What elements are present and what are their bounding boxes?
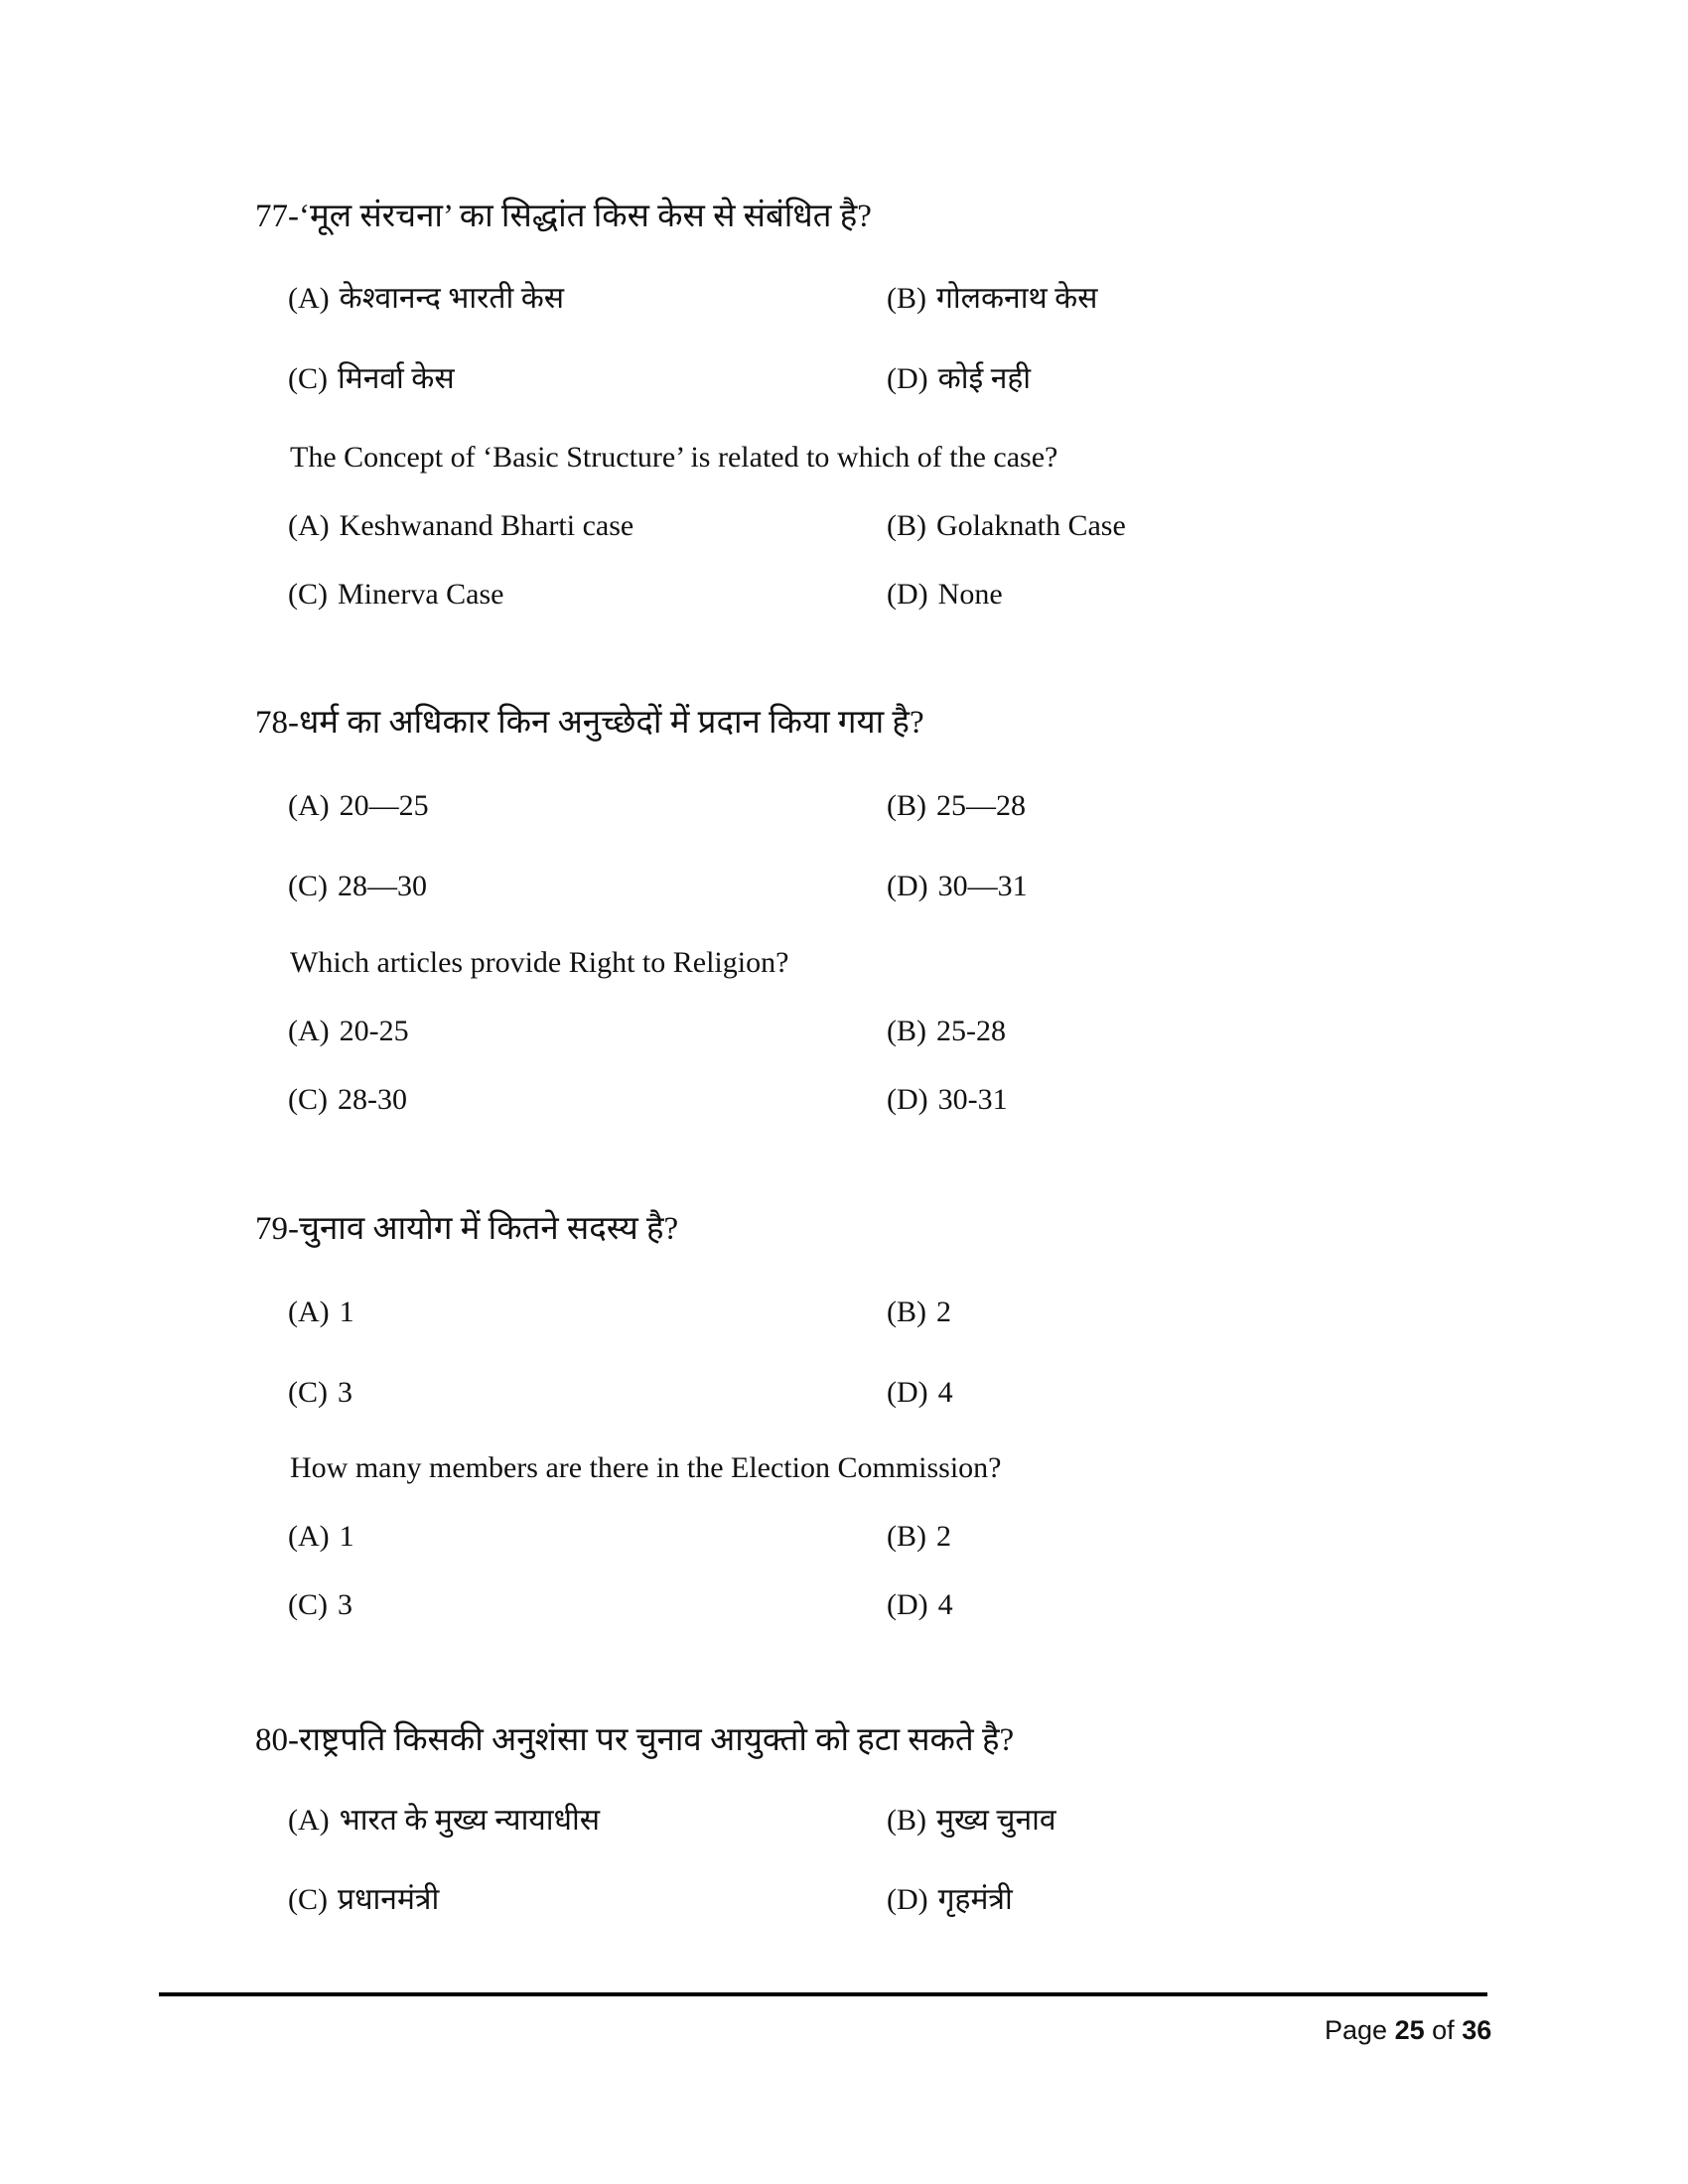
question-number: 78- [255, 705, 299, 741]
option-label: (B) [887, 1015, 926, 1047]
page-of: of [1432, 2015, 1455, 2045]
question-text: ‘मूल संरचना’ का सिद्धांत किस केस से संबंधित है? [299, 199, 872, 234]
q78-english-option-b [887, 1017, 1006, 1046]
option-text: कोई नही [937, 362, 1032, 395]
option-text: केश्वानन्द भारती केस [339, 282, 565, 315]
question-78-hindi [255, 707, 924, 740]
q79-english-option-c [288, 1590, 352, 1620]
question-78-english: Which articles provide Right to Religion? [290, 946, 789, 979]
option-label: (D) [887, 1883, 928, 1916]
option-label: (B) [887, 1520, 926, 1553]
option-text: 25-28 [936, 1015, 1006, 1047]
option-label: (B) [887, 1804, 926, 1837]
q77-hindi-option-a [288, 284, 564, 314]
option-text: गोलकनाथ केस [936, 282, 1098, 315]
q77-english-option-d [887, 580, 1003, 610]
option-label: (C) [288, 870, 328, 902]
option-label: (A) [288, 282, 330, 315]
page-number [1325, 2015, 1491, 2046]
q78-english-option-c [288, 1085, 407, 1115]
option-text: 2 [936, 1520, 951, 1553]
option-label: (A) [288, 509, 330, 542]
option-text: 4 [937, 1588, 953, 1621]
option-label: (C) [288, 578, 328, 611]
q80-hindi-option-d [887, 1885, 1013, 1915]
option-label: (C) [288, 1588, 328, 1621]
option-text: Keshwanand Bharti case [339, 509, 634, 542]
option-text: 28—30 [338, 870, 427, 902]
q77-hindi-option-d [887, 364, 1031, 394]
question-77-english: The Concept of ‘Basic Structure’ is related to which of the case? [290, 441, 1058, 474]
option-text: गृहमंत्री [937, 1883, 1013, 1916]
option-label: (B) [887, 282, 926, 315]
option-label: (D) [887, 1588, 928, 1621]
q78-hindi-option-c [288, 872, 427, 901]
question-number: 79- [255, 1211, 299, 1247]
option-label: (D) [887, 362, 928, 395]
option-text: 3 [338, 1376, 352, 1409]
option-text: भारत के मुख्य न्यायाधीस [339, 1804, 601, 1837]
q79-hindi-option-d [887, 1378, 953, 1408]
q77-english-option-b [887, 511, 1126, 541]
q79-english-option-a [288, 1522, 354, 1552]
q79-hindi-option-a [288, 1297, 354, 1327]
option-text: मिनर्वा केस [338, 362, 455, 395]
option-label: (A) [288, 1520, 330, 1553]
q80-hindi-option-b [887, 1806, 1056, 1836]
question-text: राष्ट्रपति किसकी अनुशंसा पर चुनाव आयुक्तो को हटा सकते है? [299, 1722, 1015, 1758]
option-label: (A) [288, 1296, 330, 1328]
option-label: (C) [288, 362, 328, 395]
option-label: (C) [288, 1883, 328, 1916]
option-text: 28-30 [338, 1083, 407, 1116]
q77-english-option-c [288, 580, 503, 610]
q79-hindi-option-b [887, 1297, 951, 1327]
q80-hindi-option-a [288, 1806, 600, 1836]
option-label: (C) [288, 1376, 328, 1409]
question-number: 77- [255, 199, 299, 234]
option-text: 3 [338, 1588, 352, 1621]
option-text: मुख्य चुनाव [936, 1804, 1056, 1837]
question-text: चुनाव आयोग में कितने सदस्य है? [299, 1211, 679, 1247]
option-label: (B) [887, 789, 926, 822]
current-page: 25 [1394, 2015, 1425, 2045]
option-label: (D) [887, 870, 928, 902]
question-80-hindi [255, 1724, 1014, 1757]
q78-english-option-a [288, 1017, 409, 1046]
option-label: (D) [887, 1083, 928, 1116]
q78-hindi-option-d [887, 872, 1028, 901]
total-pages: 36 [1462, 2015, 1492, 2045]
option-label: (D) [887, 578, 928, 611]
option-text: 1 [339, 1296, 354, 1328]
q78-hindi-option-a [288, 791, 429, 821]
option-label: (C) [288, 1083, 328, 1116]
q80-hindi-option-c [288, 1885, 439, 1915]
option-label: (A) [288, 1804, 330, 1837]
q78-hindi-option-b [887, 791, 1026, 821]
footer-divider [159, 1992, 1487, 1996]
option-text: 25—28 [936, 789, 1026, 822]
q79-english-option-d [887, 1590, 953, 1620]
option-text: 4 [937, 1376, 953, 1409]
page-prefix: Page [1325, 2015, 1388, 2045]
q77-english-option-a [288, 511, 633, 541]
option-label: (A) [288, 1015, 330, 1047]
option-text: 2 [936, 1296, 951, 1328]
question-79-hindi [255, 1213, 678, 1246]
option-text: प्रधानमंत्री [338, 1883, 440, 1916]
question-number: 80- [255, 1722, 299, 1758]
option-text: 1 [339, 1520, 354, 1553]
q77-hindi-option-c [288, 364, 455, 394]
option-text: Golaknath Case [936, 509, 1126, 542]
option-label: (B) [887, 509, 926, 542]
option-text: 30—31 [937, 870, 1028, 902]
question-77-hindi [255, 201, 872, 233]
option-label: (D) [887, 1376, 928, 1409]
q79-hindi-option-c [288, 1378, 352, 1408]
question-text: धर्म का अधिकार किन अनुच्छेदों में प्रदान किया गया है? [299, 705, 924, 741]
option-label: (B) [887, 1296, 926, 1328]
q79-english-option-b [887, 1522, 951, 1552]
question-79-english: How many members are there in the Election Commission? [290, 1451, 1002, 1484]
option-text: 30-31 [937, 1083, 1008, 1116]
q77-hindi-option-b [887, 284, 1097, 314]
q78-english-option-d [887, 1085, 1008, 1115]
option-text: 20-25 [339, 1015, 409, 1047]
option-text: None [937, 578, 1003, 611]
option-label: (A) [288, 789, 330, 822]
option-text: 20—25 [339, 789, 429, 822]
option-text: Minerva Case [338, 578, 504, 611]
